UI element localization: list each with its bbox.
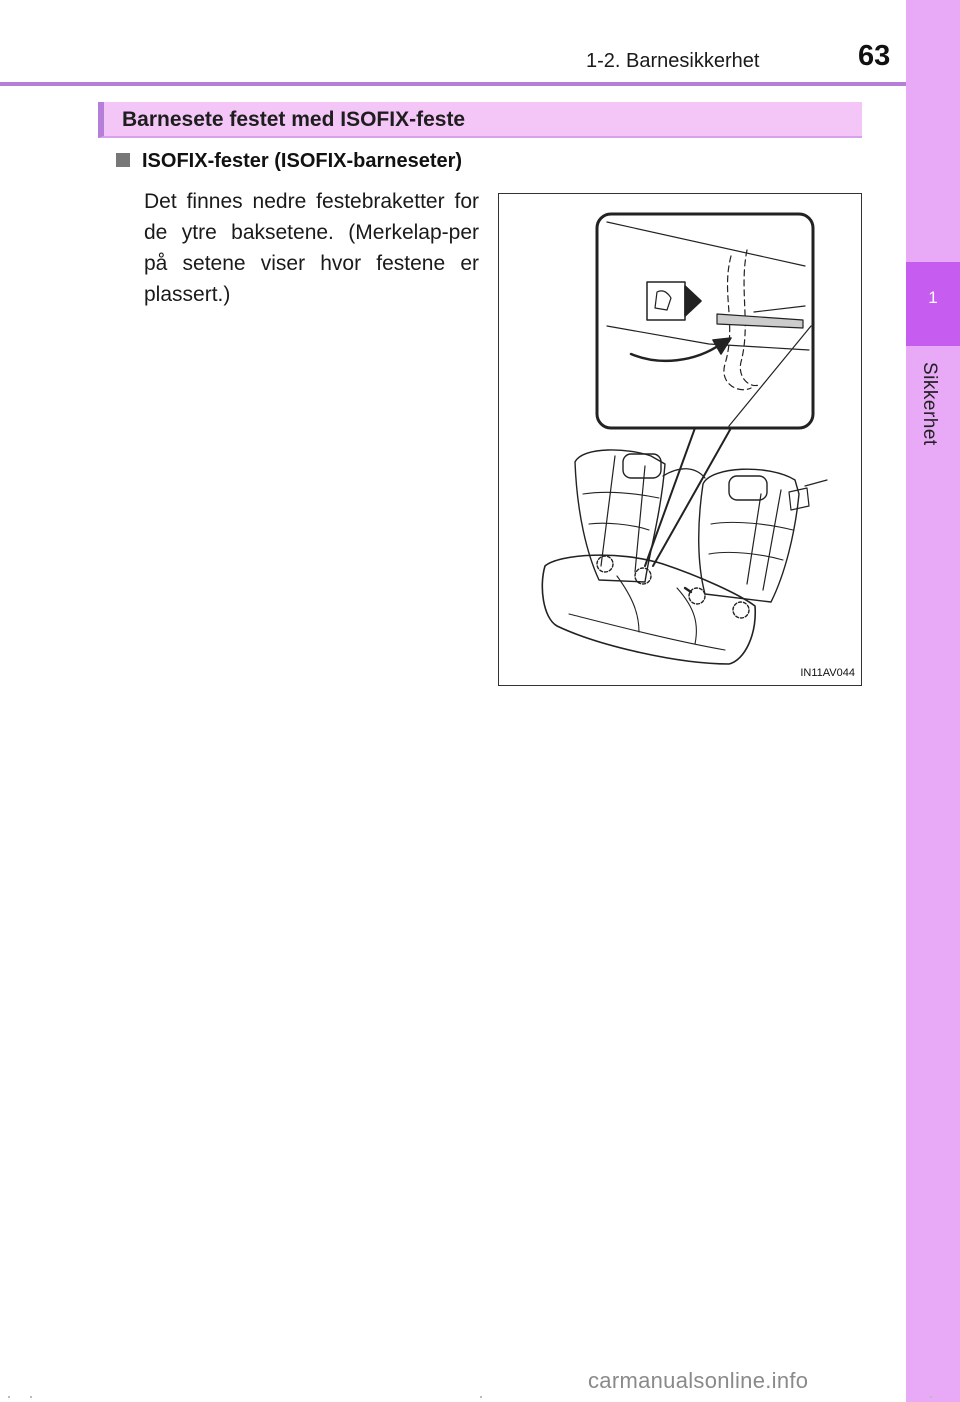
- crop-mark: [480, 1396, 482, 1398]
- isofix-illustration: [498, 193, 862, 686]
- page-number: 63: [858, 40, 891, 72]
- subsection-heading: [116, 150, 462, 173]
- section-title-bar: [98, 102, 862, 138]
- crop-mark: [8, 1396, 10, 1398]
- chapter-side-tab: [906, 0, 960, 1402]
- section-title: Barnesete festet med ISOFIX-feste: [122, 108, 466, 131]
- header-rule: [0, 82, 906, 86]
- running-header-section: 1-2. Barnesikkerhet: [586, 50, 760, 72]
- body-paragraph: Det finnes nedre festebraketter for de ytre baksetene. (Merkelap-per på setene viser hvor festene er plassert.): [144, 190, 479, 306]
- watermark: carmanualsonline.info: [588, 1368, 809, 1393]
- square-bullet-icon: [116, 153, 130, 167]
- footer-crop-marks: [0, 1392, 960, 1402]
- figure-code: IN11AV044: [800, 667, 855, 679]
- chapter-label: Sikkerhet: [919, 362, 940, 446]
- subsection-heading-text: ISOFIX-fester (ISOFIX-barneseter): [142, 150, 463, 172]
- crop-mark: [30, 1396, 32, 1398]
- crop-mark: [930, 1396, 932, 1398]
- rear-seat-isofix-drawing: [499, 194, 863, 687]
- chapter-number: 1: [928, 288, 938, 307]
